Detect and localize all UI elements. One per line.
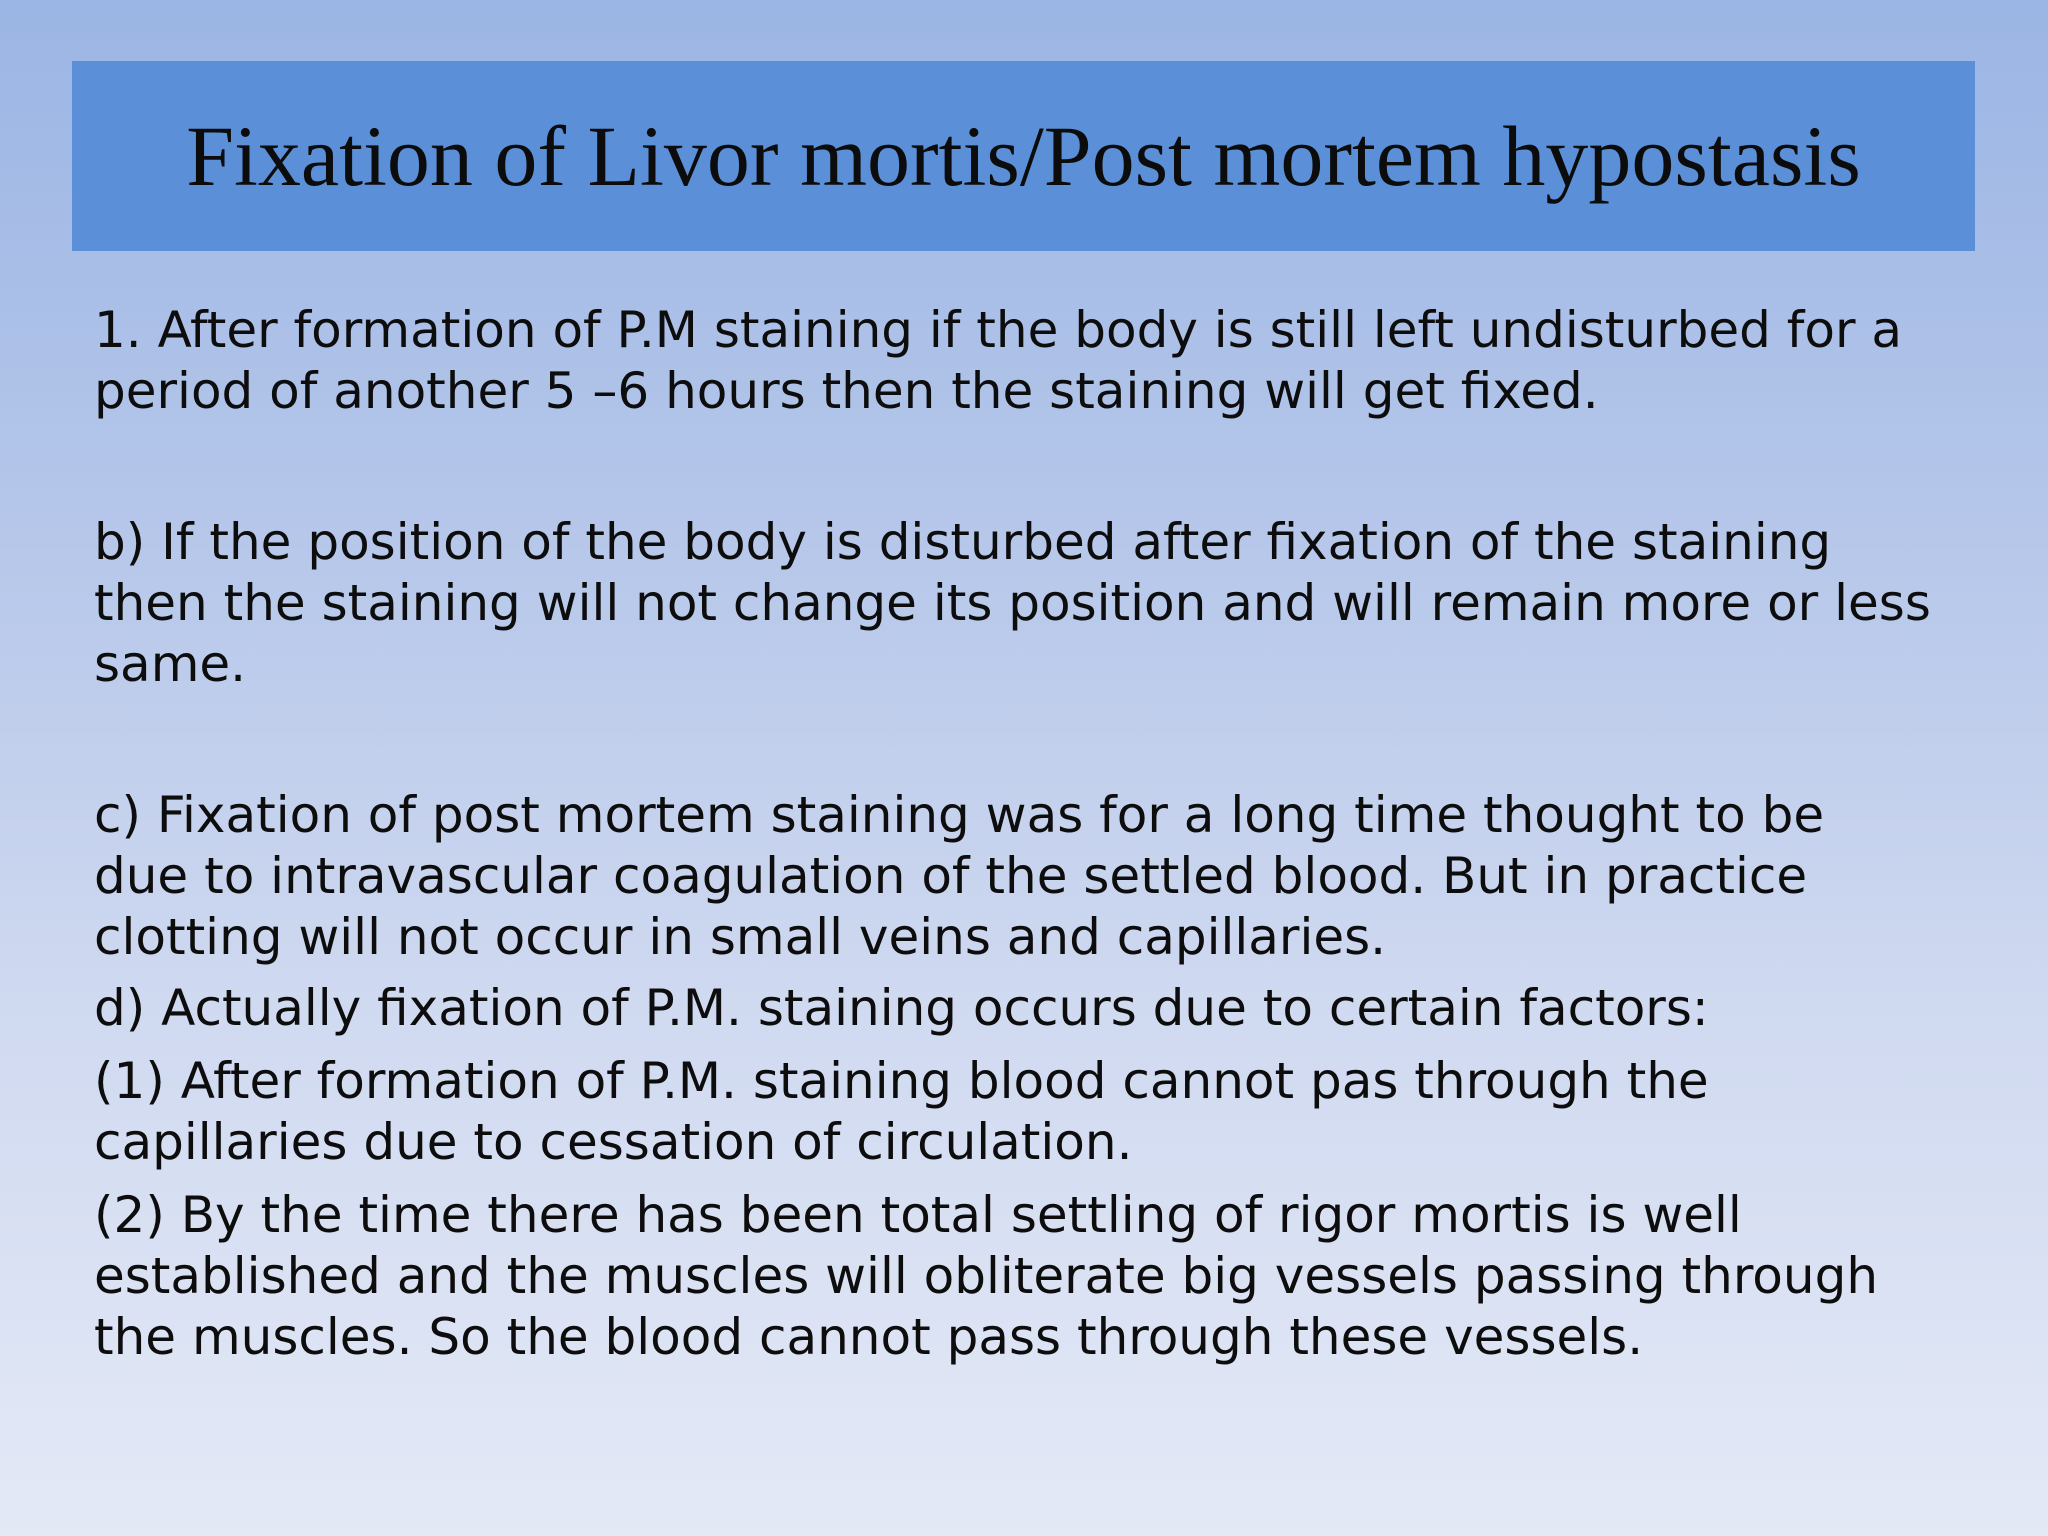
paragraph-d: d) Actually fixation of P.M. staining occurs due to certain factors: <box>94 979 1709 1037</box>
factor-1: (1) After formation of P.M. staining blood cannot pas through the capillaries due to cessation of circulation. <box>94 1052 1709 1171</box>
slide-body <box>94 300 1994 1368</box>
paragraph-b: b) If the position of the body is disturbed after fixation of the staining then the staining will not change its position and will remain more or less same. <box>94 513 1931 693</box>
slide-title: Fixation of Livor mortis/Post mortem hypostasis <box>186 108 1861 204</box>
paragraph-c: c) Fixation of post mortem staining was for a long time thought to be due to intravascular coagulation of the settled blood. But in practice clotting will not occur in small veins and capillaries. <box>94 786 1825 966</box>
factor-2: (2) By the time there has been total settling of rigor mortis is well established and the muscles will obliterate big vessels passing through the muscles. So the blood cannot pass through these vessels. <box>94 1186 1879 1366</box>
title-bar <box>72 61 1975 251</box>
paragraph-1: 1. After formation of P.M staining if the body is still left undisturbed for a period of another 5 –6 hours then the staining will get fixed. <box>94 301 1903 420</box>
